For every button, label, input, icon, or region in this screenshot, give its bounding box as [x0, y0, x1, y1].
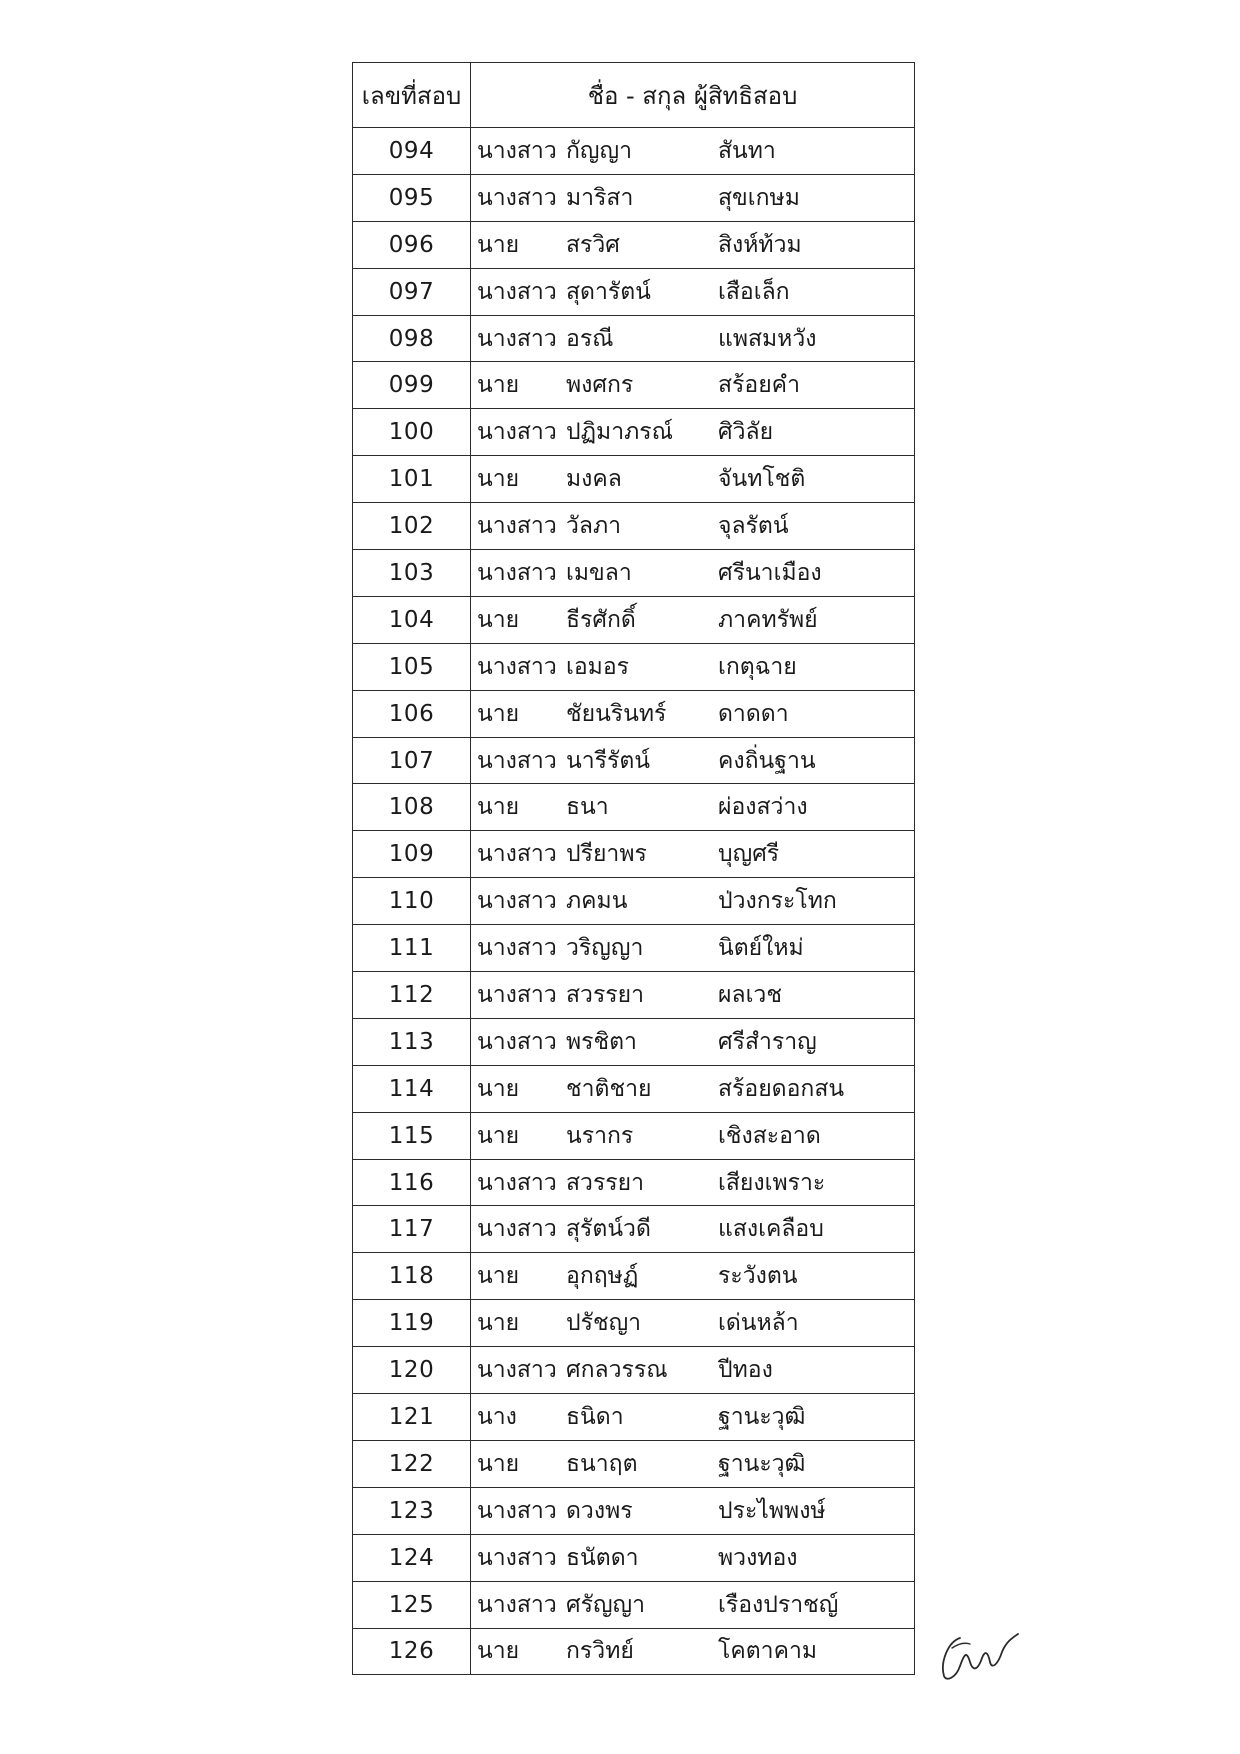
signature-mark	[930, 1618, 1040, 1688]
candidate-name-group	[471, 269, 914, 315]
table-row	[353, 596, 915, 643]
exam-number-cell: 102	[353, 503, 471, 550]
candidate-name-group	[471, 1113, 914, 1159]
header-exam-number: เลขที่สอบ	[353, 63, 471, 128]
first-name: ดวงพร	[566, 1497, 633, 1524]
first-name: ปรียาพร	[566, 841, 647, 868]
exam-number-cell: 119	[353, 1300, 471, 1347]
name-title: นางสาว	[477, 278, 557, 305]
first-name: นารีรัตน์	[566, 747, 651, 774]
table-row	[353, 1394, 915, 1441]
exam-number-cell: 096	[353, 221, 471, 268]
candidate-name-group	[471, 316, 914, 362]
exam-number-cell: 115	[353, 1112, 471, 1159]
header-row	[353, 63, 915, 128]
exam-number-cell: 100	[353, 409, 471, 456]
candidate-name-cell	[471, 503, 915, 550]
first-name: กัญญา	[566, 137, 633, 164]
last-name: สร้อยดอกสน	[718, 1075, 845, 1102]
table-row	[353, 972, 915, 1019]
last-name: เกตุฉาย	[718, 653, 797, 680]
exam-number-cell: 126	[353, 1628, 471, 1675]
candidate-name-group	[471, 784, 914, 830]
name-title: นางสาว	[477, 888, 557, 915]
candidate-name-cell	[471, 315, 915, 362]
name-title: นางสาว	[477, 1216, 557, 1243]
table-row	[353, 1253, 915, 1300]
name-title: นางสาว	[477, 325, 557, 352]
name-title: นางสาว	[477, 1497, 557, 1524]
candidate-name-cell	[471, 831, 915, 878]
candidate-name-cell	[471, 878, 915, 925]
first-name: สุรัตน์วดี	[566, 1216, 651, 1243]
candidate-name-group	[471, 738, 914, 784]
exam-number-cell: 107	[353, 737, 471, 784]
table-row	[353, 1206, 915, 1253]
exam-number-cell: 103	[353, 550, 471, 597]
candidate-name-cell	[471, 1112, 915, 1159]
last-name: สันทา	[718, 137, 776, 164]
candidate-name-group	[471, 1441, 914, 1487]
name-title: นางสาว	[477, 513, 557, 540]
table-row	[353, 1534, 915, 1581]
candidate-name-group	[471, 1488, 914, 1534]
candidate-name-cell	[471, 925, 915, 972]
exam-number-cell: 101	[353, 456, 471, 503]
table-body	[353, 128, 915, 1675]
last-name: เรืองปราชญ์	[718, 1591, 839, 1618]
last-name: ระวังตน	[718, 1263, 798, 1290]
candidate-name-cell	[471, 596, 915, 643]
last-name: เสียงเพราะ	[718, 1169, 826, 1196]
exam-number-cell: 112	[353, 972, 471, 1019]
first-name: สุดารัตน์	[566, 278, 651, 305]
candidate-name-cell	[471, 690, 915, 737]
last-name: จันทโชติ	[718, 466, 806, 493]
exam-number-cell: 118	[353, 1253, 471, 1300]
first-name: ชัยนรินทร์	[566, 700, 667, 727]
candidate-name-cell	[471, 784, 915, 831]
name-title: นางสาว	[477, 1169, 557, 1196]
first-name: พรชิตา	[566, 1028, 637, 1055]
last-name: พวงทอง	[718, 1544, 798, 1571]
last-name: ฐานะวุฒิ	[718, 1450, 806, 1477]
table-row	[353, 1159, 915, 1206]
candidate-name-cell	[471, 1628, 915, 1675]
table-row	[353, 690, 915, 737]
candidate-name-group	[471, 456, 914, 502]
candidate-name-group	[471, 128, 914, 174]
first-name: ธนิดา	[566, 1403, 624, 1430]
name-title: นาง	[477, 1403, 517, 1430]
name-title: นาย	[477, 231, 520, 258]
candidate-name-cell	[471, 456, 915, 503]
table-row	[353, 1487, 915, 1534]
candidate-name-group	[471, 597, 914, 643]
name-title: นางสาว	[477, 559, 557, 586]
first-name: มงคล	[566, 466, 622, 493]
candidate-name-group	[471, 1394, 914, 1440]
name-title: นาย	[477, 1263, 520, 1290]
last-name: เด่นหล้า	[718, 1310, 799, 1337]
first-name: ศรัญญา	[566, 1591, 646, 1618]
table-row	[353, 128, 915, 175]
last-name: บุญศรี	[718, 841, 780, 868]
last-name: ภาคทรัพย์	[718, 606, 818, 633]
candidate-name-group	[471, 1535, 914, 1581]
exam-number-cell: 121	[353, 1394, 471, 1441]
table-row	[353, 878, 915, 925]
last-name: เสือเล็ก	[718, 278, 790, 305]
last-name: แสงเคลือบ	[718, 1216, 824, 1243]
table-row	[353, 1581, 915, 1628]
exam-number-cell: 098	[353, 315, 471, 362]
candidate-name-cell	[471, 409, 915, 456]
candidate-name-cell	[471, 221, 915, 268]
first-name: สวรรยา	[566, 1169, 645, 1196]
candidate-name-cell	[471, 643, 915, 690]
first-name: สวรรยา	[566, 981, 645, 1008]
candidate-name-group	[471, 1160, 914, 1206]
last-name: ศิวิลัย	[718, 419, 774, 446]
candidate-name-cell	[471, 1300, 915, 1347]
table-row	[353, 174, 915, 221]
exam-number-cell: 111	[353, 925, 471, 972]
name-title: นางสาว	[477, 184, 557, 211]
table-row	[353, 1300, 915, 1347]
name-title: นาย	[477, 372, 520, 399]
candidate-name-cell	[471, 550, 915, 597]
name-title: นางสาว	[477, 1544, 557, 1571]
last-name: จุลรัตน์	[718, 513, 789, 540]
candidate-name-group	[471, 1206, 914, 1252]
candidate-name-cell	[471, 1065, 915, 1112]
last-name: ดาดดา	[718, 700, 789, 727]
table-row	[353, 550, 915, 597]
last-name: ป่วงกระโทก	[718, 888, 837, 915]
name-title: นาย	[477, 606, 520, 633]
candidate-name-cell	[471, 737, 915, 784]
last-name: ปีทอง	[718, 1357, 773, 1384]
candidate-name-cell	[471, 1206, 915, 1253]
exam-number-cell: 108	[353, 784, 471, 831]
candidate-name-cell	[471, 1394, 915, 1441]
candidate-roster-table	[352, 62, 915, 1675]
candidate-name-group	[471, 503, 914, 549]
candidate-name-cell	[471, 1440, 915, 1487]
name-title: นาย	[477, 466, 520, 493]
name-title: นางสาว	[477, 935, 557, 962]
exam-number-cell: 123	[353, 1487, 471, 1534]
exam-number-cell: 117	[353, 1206, 471, 1253]
candidate-name-cell	[471, 1581, 915, 1628]
exam-number-cell: 095	[353, 174, 471, 221]
last-name: เชิงสะอาด	[718, 1122, 821, 1149]
candidate-name-group	[471, 831, 914, 877]
table-row	[353, 1065, 915, 1112]
exam-number-cell: 116	[353, 1159, 471, 1206]
last-name: ศรีสำราญ	[718, 1028, 817, 1055]
last-name: ผ่องสว่าง	[718, 794, 808, 821]
table-row	[353, 221, 915, 268]
first-name: มาริสา	[566, 184, 634, 211]
candidate-name-group	[471, 550, 914, 596]
table-row	[353, 1628, 915, 1675]
last-name: คงถิ่นฐาน	[718, 747, 816, 774]
exam-number-cell: 113	[353, 1018, 471, 1065]
exam-number-cell: 097	[353, 268, 471, 315]
table-row	[353, 362, 915, 409]
name-title: นาย	[477, 794, 520, 821]
table-row	[353, 1018, 915, 1065]
first-name: วริญญา	[566, 935, 644, 962]
name-title: นางสาว	[477, 1357, 557, 1384]
table-row	[353, 925, 915, 972]
exam-number-cell: 125	[353, 1581, 471, 1628]
name-title: นาย	[477, 1638, 520, 1665]
last-name: แพสมหวัง	[718, 325, 817, 352]
first-name: ชาติชาย	[566, 1075, 652, 1102]
candidate-name-cell	[471, 1253, 915, 1300]
candidate-name-group	[471, 1253, 914, 1299]
candidate-name-cell	[471, 972, 915, 1019]
candidate-name-group	[471, 1300, 914, 1346]
candidate-name-group	[471, 691, 914, 737]
first-name: นรากร	[566, 1122, 634, 1149]
table-row	[353, 503, 915, 550]
first-name: กรวิทย์	[566, 1638, 634, 1665]
candidate-name-group	[471, 362, 914, 408]
table-row	[353, 1347, 915, 1394]
exam-number-cell: 114	[353, 1065, 471, 1112]
first-name: วัลภา	[566, 513, 622, 540]
exam-number-cell: 094	[353, 128, 471, 175]
candidate-name-group	[471, 1582, 914, 1628]
table-row	[353, 831, 915, 878]
name-title: นาย	[477, 700, 520, 727]
candidate-name-cell	[471, 1487, 915, 1534]
table-row	[353, 409, 915, 456]
first-name: อรณี	[566, 325, 614, 352]
candidate-name-group	[471, 878, 914, 924]
first-name: พงศกร	[566, 372, 634, 399]
first-name: ภคมน	[566, 888, 628, 915]
name-title: นางสาว	[477, 1591, 557, 1618]
table-row	[353, 456, 915, 503]
candidate-name-group	[471, 1629, 914, 1675]
first-name: ธนัตดา	[566, 1544, 639, 1571]
table-row	[353, 784, 915, 831]
table-row	[353, 1440, 915, 1487]
candidate-name-cell	[471, 1018, 915, 1065]
first-name: สรวิศ	[566, 231, 620, 258]
first-name: ปฏิมาภรณ์	[566, 419, 673, 446]
candidate-name-cell	[471, 174, 915, 221]
table-row	[353, 643, 915, 690]
name-title: นางสาว	[477, 841, 557, 868]
exam-number-cell: 124	[353, 1534, 471, 1581]
first-name: เอมอร	[566, 653, 630, 680]
candidate-name-group	[471, 925, 914, 971]
first-name: ปรัชญา	[566, 1310, 642, 1337]
name-title: นาย	[477, 1122, 520, 1149]
table-row	[353, 268, 915, 315]
candidate-name-group	[471, 972, 914, 1018]
name-title: นาย	[477, 1450, 520, 1477]
candidate-name-cell	[471, 268, 915, 315]
candidate-name-cell	[471, 1534, 915, 1581]
header-candidate-name: ชื่อ - สกุล ผู้สิทธิสอบ	[471, 63, 915, 128]
name-title: นางสาว	[477, 981, 557, 1008]
first-name: ศกลวรรณ	[566, 1357, 668, 1384]
candidate-name-cell	[471, 1159, 915, 1206]
name-title: นางสาว	[477, 653, 557, 680]
name-title: นาย	[477, 1075, 520, 1102]
exam-number-cell: 099	[353, 362, 471, 409]
exam-number-cell: 122	[353, 1440, 471, 1487]
candidate-name-group	[471, 409, 914, 455]
candidate-name-group	[471, 1066, 914, 1112]
first-name: อุกฤษฏ์	[566, 1263, 639, 1290]
last-name: ประไพพงษ์	[718, 1497, 826, 1524]
exam-number-cell: 104	[353, 596, 471, 643]
candidate-name-group	[471, 1019, 914, 1065]
candidate-name-group	[471, 222, 914, 268]
last-name: ศรีนาเมือง	[718, 559, 822, 586]
last-name: โคตาคาม	[718, 1638, 818, 1665]
name-title: นางสาว	[477, 1028, 557, 1055]
name-title: นาย	[477, 1310, 520, 1337]
table-header	[353, 63, 915, 128]
last-name: สร้อยคำ	[718, 372, 800, 399]
first-name: ธีรศักดิ์	[566, 606, 636, 633]
candidate-name-group	[471, 175, 914, 221]
exam-number-cell: 109	[353, 831, 471, 878]
exam-number-cell: 120	[353, 1347, 471, 1394]
name-title: นางสาว	[477, 137, 557, 164]
exam-number-cell: 105	[353, 643, 471, 690]
last-name: สุขเกษม	[718, 184, 800, 211]
first-name: ธนาฤต	[566, 1450, 638, 1477]
candidate-name-cell	[471, 128, 915, 175]
first-name: ธนา	[566, 794, 609, 821]
name-title: นางสาว	[477, 419, 557, 446]
name-title: นางสาว	[477, 747, 557, 774]
exam-number-cell: 110	[353, 878, 471, 925]
exam-number-cell: 106	[353, 690, 471, 737]
table-row	[353, 315, 915, 362]
last-name: สิงห์ท้วม	[718, 231, 802, 258]
candidate-name-group	[471, 1347, 914, 1393]
candidate-name-group	[471, 644, 914, 690]
candidate-name-cell	[471, 362, 915, 409]
last-name: ผลเวช	[718, 981, 782, 1008]
candidate-name-cell	[471, 1347, 915, 1394]
first-name: เมขลา	[566, 559, 632, 586]
last-name: นิตย์ใหม่	[718, 935, 804, 962]
last-name: ฐานะวุฒิ	[718, 1403, 806, 1430]
table-row	[353, 1112, 915, 1159]
table-row	[353, 737, 915, 784]
